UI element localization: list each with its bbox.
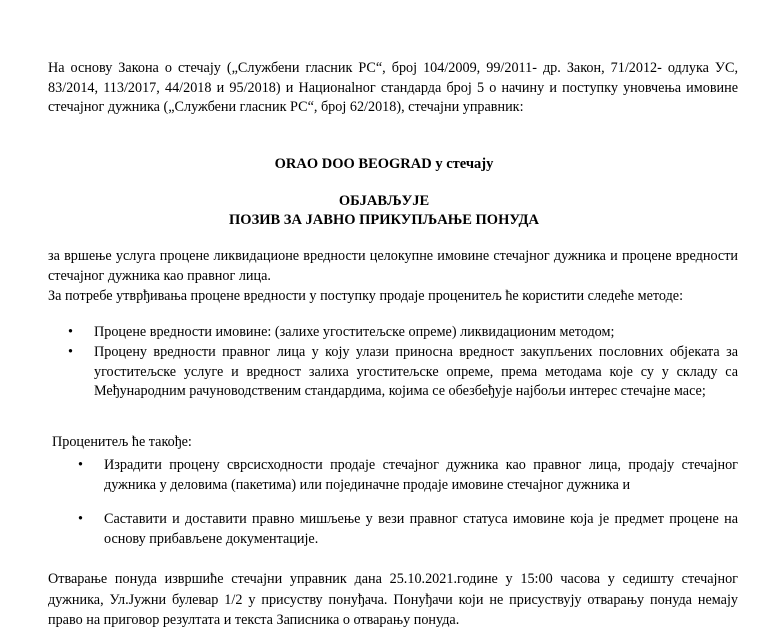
method-text: Процену вредности правног лица у коју улази приносна вредност закупљених пословних објеката за угоститељске услуге и вредност залиха угоститељске опреме, према методама које су у складу са Међународним рачуноводственим стандардима, којима се обезбеђује најбољи интерес стечајне масе; [94, 344, 738, 399]
purpose-paragraph: за вршење услуга процене ликвидационе вредности целокупне имовине стечајног дужника и процене вредности стечајног дужника као правног лица. [48, 248, 738, 284]
heading-announces: ОБЈАВЉУЈЕ [338, 193, 430, 209]
heading-call-for-bids: ПОЗИВ ЗА ЈАВНО ПРИКУПЉАЊЕ ПОНУДА [229, 212, 539, 228]
methods-intro: За потребе утврђивања процене вредности у поступку продаје проценитељ ће користити следеће методе: [48, 288, 684, 304]
bullet-icon: • [78, 457, 83, 473]
opening-paragraph: Отварање понуда извршиће стечајни управник дана 25.10.2021.године у 15:00 часова у седишту стечајног дужника, Ул.Јужни булевар 1/2 у присуству понуђача. Понуђачи који не присуствују отварању понуда немају право на приговор резултата и текста Записника о отварању понуда. [48, 571, 738, 628]
task-text: Израдити процену сврсисходности продаје стечајног дужника као правног лица, продају стечајног дужника у деловима (пакетима) или појединачне продаје имовине стечајног дужника и [104, 457, 738, 493]
company-name: ORAO DOO BEOGRAD у стечају [274, 156, 494, 172]
bullet-icon: • [68, 324, 73, 340]
also-intro: Проценитељ ће такође: [52, 434, 192, 450]
bullet-icon: • [68, 344, 73, 360]
task-text: Саставити и доставити правно мишљење у вези правног статуса имовине која је предмет процене на основу прибављене документације. [104, 511, 738, 547]
intro-paragraph: На основу Закона о стечају („Службени гласник РС“, број 104/2009, 99/2011- др. Закон, 71/2012- одлука УС, 83/2014, 113/2017, 44/2018 и 95/2018) и Национalног стандарда број 5 о начину и поступку уновчења имовине стечајног дужника („Службени гласник РС“, број 62/2018), стечајни управник: [48, 60, 738, 115]
method-text: Процене вредности имовине: (залихе угоститељске опреме) ликвидационим методом; [94, 324, 615, 340]
bullet-icon: • [78, 511, 83, 527]
